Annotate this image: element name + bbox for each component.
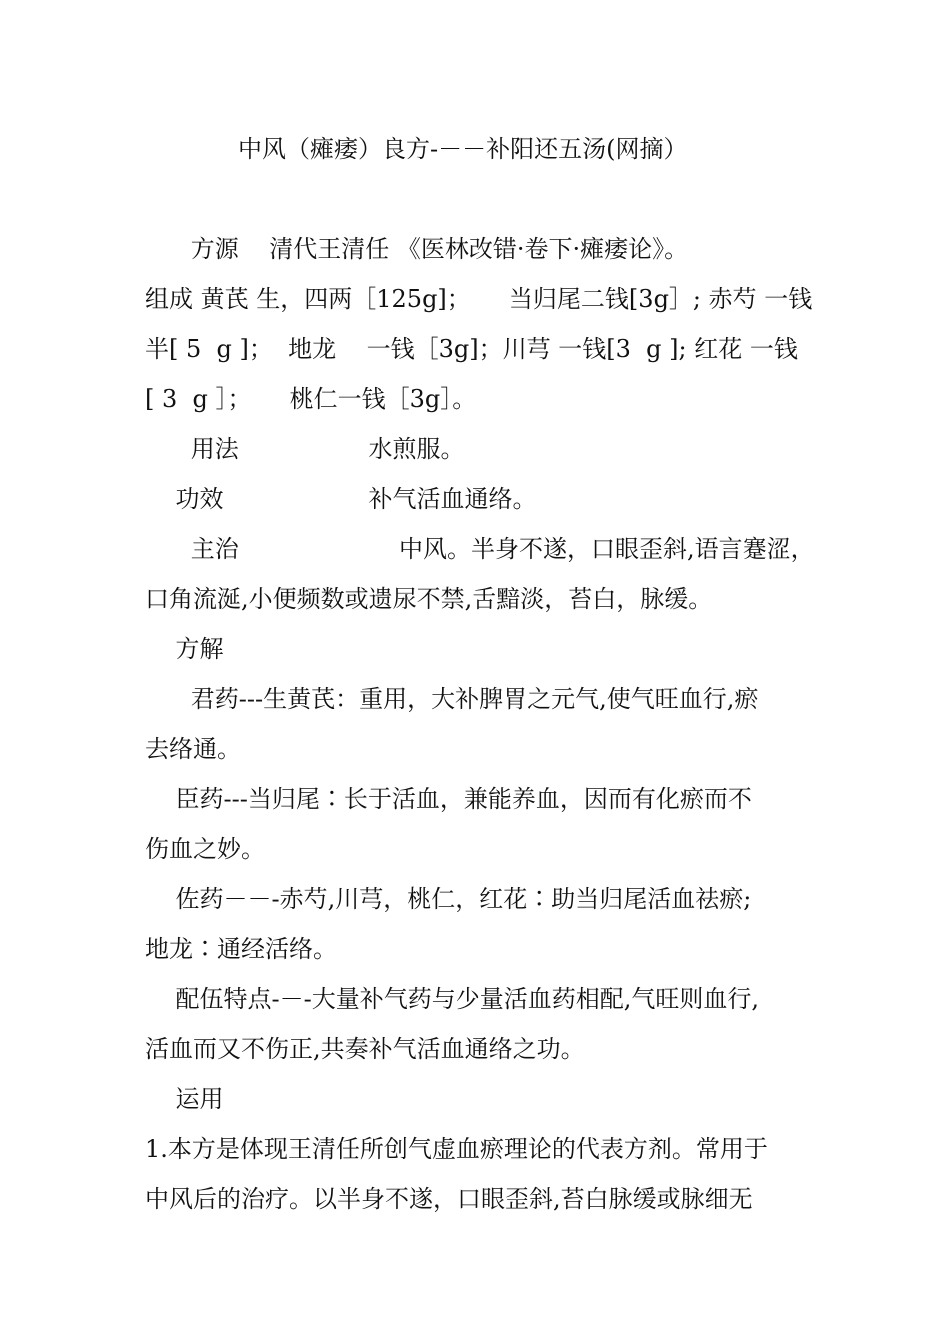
paragraph-line: 君药---生黄芪：重用，大补脾胃之元气,使气旺血行,瘀 [145,685,759,713]
paragraph-line: 佐药－－-赤芍,川芎，桃仁，红花∶助当归尾活血祛瘀; [145,885,752,913]
paragraph-line: 用法 水煎服。 [145,435,465,463]
paragraph-line: 去络通。 [145,735,241,763]
paragraph-line: [ 3 g ］； 桃仁一钱［3g］。 [145,385,477,413]
page-title: 中风（瘫痿）良方-－－补阳还五汤(网摘） [238,135,688,163]
paragraph-line: 臣药---当归尾∶长于活血，兼能养血，因而有化瘀而不 [145,785,752,813]
paragraph-line: 活血而又不伤正,共奏补气活血通络之功。 [145,1035,585,1063]
paragraph-line: 功效 补气活血通络。 [145,485,537,513]
paragraph-line: 伤血之妙。 [145,835,265,863]
paragraph-line: 地龙∶通经活络。 [145,935,337,963]
paragraph-line: 口角流涎,小便频数或遗尿不禁,舌黯淡，苔白，脉缓。 [145,585,713,613]
paragraph-line: 1.本方是体现王清任所创气虚血瘀理论的代表方剂。常用于 [145,1135,768,1163]
paragraph-line: 中风后的治疗。以半身不遂，口眼歪斜,苔白脉缓或脉细无 [145,1185,753,1213]
paragraph-line: 半[ 5 g ]； 地龙 一钱［3g]；川芎 一钱[3 g ]; 红花 一钱 [145,335,798,363]
paragraph-line: 方解 [145,635,224,663]
paragraph-line: 组成 黄芪 生，四两［125g]； 当归尾二钱[3g］; 赤芍 一钱 [145,285,813,313]
paragraph-line: 主治 中风。半身不遂，口眼歪斜,语言蹇涩， [145,535,815,563]
paragraph-line: 运用 [145,1085,224,1113]
paragraph-line: 方源 清代王清任 《医林改错·卷下·瘫痿论》。 [145,235,689,263]
paragraph-line: 配伍特点-－-大量补气药与少量活血药相配,气旺则血行, [145,985,759,1013]
